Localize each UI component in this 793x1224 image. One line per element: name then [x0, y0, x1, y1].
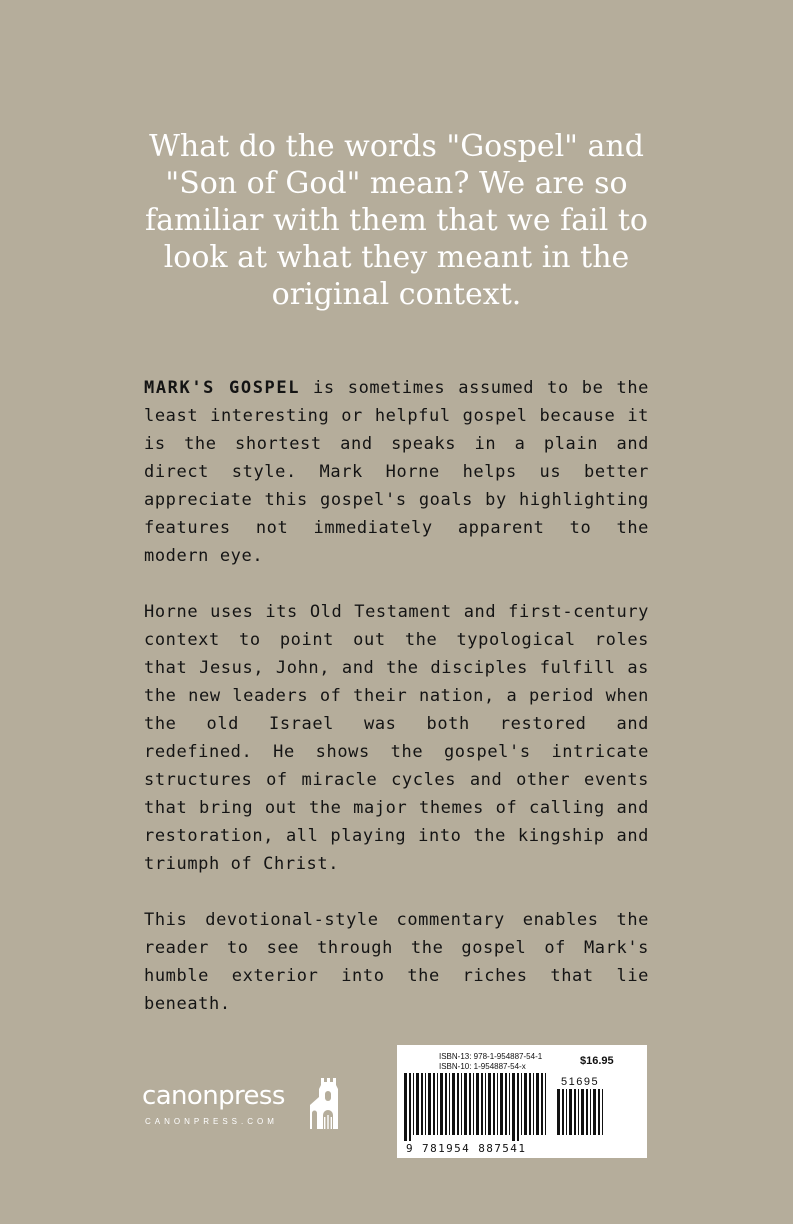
barcode-bar	[512, 1073, 515, 1141]
barcode-box	[397, 1045, 647, 1158]
barcode-bar	[557, 1089, 560, 1135]
barcode-bar	[509, 1073, 510, 1135]
barcode-bar	[461, 1073, 462, 1135]
addon-bars	[557, 1089, 605, 1141]
publisher-logo	[142, 1075, 347, 1135]
barcode-bar	[593, 1089, 596, 1135]
barcode-bar	[413, 1073, 414, 1135]
barcode-bar	[433, 1073, 435, 1135]
price: $16.95	[580, 1055, 614, 1067]
barcode-bar	[581, 1089, 584, 1135]
barcode-bar	[500, 1073, 503, 1135]
barcode-bar	[536, 1073, 539, 1135]
isbn-13: ISBN-13: 978-1-954887-54-1	[439, 1052, 543, 1061]
barcode-bar	[473, 1073, 474, 1135]
isbn-10: ISBN-10: 1-954887-54-x	[439, 1062, 526, 1071]
paragraph-1-text: is sometimes assumed to be the least interesting or helpful gospel because it is the shortest and speaks in a plain and direct style. Mark Horne helps us better appreciate this gospel's goals by highlighting features not immediately apparent to the modern eye.	[144, 378, 649, 566]
price-code: 51695	[561, 1076, 600, 1088]
barcode-bar	[425, 1073, 426, 1135]
barcode-bar	[452, 1073, 455, 1135]
barcode-bar	[602, 1089, 603, 1135]
barcode-bar	[404, 1073, 407, 1141]
book-description	[144, 374, 649, 1046]
barcode-bar	[497, 1073, 498, 1135]
barcode-bar	[578, 1089, 579, 1135]
barcode-bar	[469, 1073, 471, 1135]
barcode-bar	[476, 1073, 479, 1135]
barcode-bar	[493, 1073, 495, 1135]
barcode-bar	[440, 1073, 443, 1135]
barcode-bar	[590, 1089, 591, 1135]
barcode-bar	[481, 1073, 483, 1135]
publisher-url: CANONPRESS.COM	[145, 1117, 278, 1126]
barcode-bar	[505, 1073, 507, 1135]
barcode-bar	[545, 1073, 546, 1135]
barcode-bar	[449, 1073, 450, 1135]
paragraph-2: Horne uses its Old Testament and first-century context to point out the typological roles that Jesus, John, and the disciples fulfill as the new leaders of their nation, a period when the old Israel was both restored and redefined. He shows the gospel's intricate structures of miracle cycles and other events that bring out the major themes of calling and restoration, all playing into the kingship and triumph of Christ.	[144, 602, 649, 874]
barcode-bar	[517, 1073, 519, 1141]
paragraph-3: This devotional-style commentary enables the reader to see through the gospel of Mark's humble exterior into the riches that lie beneath.	[144, 910, 649, 1014]
barcode-bar	[445, 1073, 447, 1135]
title-lead: MARK'S GOSPEL	[144, 378, 301, 398]
barcode-bar	[457, 1073, 459, 1135]
barcode-number: 9 781954 887541	[406, 1142, 527, 1155]
tower-icon	[310, 1075, 342, 1129]
barcode-bar	[529, 1073, 531, 1135]
barcode-bar	[521, 1073, 522, 1135]
barcode-bar	[541, 1073, 543, 1135]
barcode-bar	[562, 1089, 564, 1135]
barcode-bar	[574, 1089, 576, 1135]
isbn-info	[439, 1052, 542, 1072]
tagline: What do the words "Gospel" and "Son of God" mean? We are so familiar with them that we fail to look at what they meant in the original context.	[145, 129, 648, 312]
barcode-bar	[428, 1073, 431, 1135]
barcode-bar	[566, 1089, 567, 1135]
publisher-name: canonpress	[142, 1081, 285, 1111]
barcode-bar	[485, 1073, 486, 1135]
barcode-bar	[598, 1089, 600, 1135]
barcode-bars	[404, 1073, 549, 1141]
barcode-bar	[416, 1073, 419, 1135]
barcode-bar	[437, 1073, 438, 1135]
barcode-bar	[586, 1089, 588, 1135]
barcode-bar	[488, 1073, 491, 1135]
barcode-bar	[409, 1073, 411, 1141]
barcode-bar	[524, 1073, 527, 1135]
paragraph-1	[144, 374, 649, 570]
barcode-bar	[533, 1073, 534, 1135]
barcode-bar	[464, 1073, 467, 1135]
barcode-bar	[421, 1073, 423, 1135]
barcode-bar	[569, 1089, 572, 1135]
